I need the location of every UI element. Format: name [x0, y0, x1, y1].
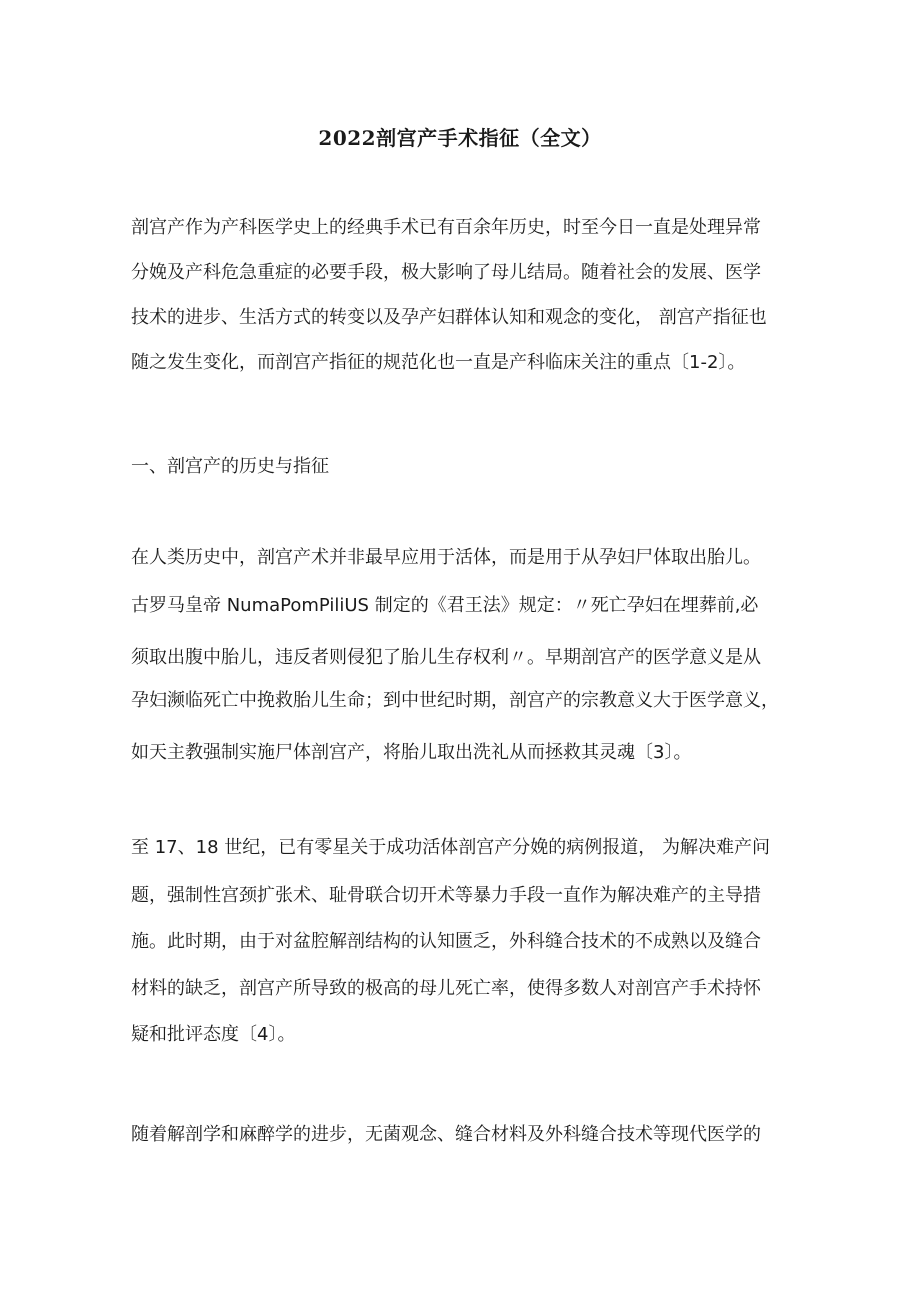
intro-line-1: 剖宫产作为产科医学史上的经典手术已有百余年历史，时至今日一直是处理异常	[131, 217, 761, 238]
para2-line-1: 至 17、18 世纪，已有零星关于成功活体剖宫产分娩的病例报道， 为解决难产问	[131, 837, 770, 858]
para1-line-1: 在人类历史中，剖宫产术并非最早应用于活体，而是用于从孕妇尸体取出胎儿。	[131, 547, 761, 568]
intro-line-2: 分娩及产科危急重症的必要手段，极大影响了母儿结局。随着社会的发展、医学	[131, 262, 761, 283]
para1-line-5: 如天主教强制实施尸体剖宫产，将胎儿取出洗礼从而拯救其灵魂〔3〕。	[131, 742, 692, 763]
para1-line-4: 孕妇濒临死亡中挽救胎儿生命；到中世纪时期，剖宫产的宗教意义大于医学意义，	[131, 690, 779, 711]
para2-line-5: 疑和批评态度〔4〕。	[131, 1024, 296, 1045]
para2-line-3: 施。此时期，由于对盆腔解剖结构的认知匮乏，外科缝合技术的不成熟以及缝合	[131, 931, 761, 952]
para1-line-3: 须取出腹中胎儿，违反者则侵犯了胎儿生存权利〃。早期剖宫产的医学意义是从	[131, 647, 761, 668]
section-heading: 一、剖宫产的历史与指征	[131, 456, 329, 477]
intro-line-3: 技术的进步、生活方式的转变以及孕产妇群体认知和观念的变化， 剖宫产指征也	[131, 307, 767, 328]
document-title: 2022剖宫产手术指征（全文）	[318, 126, 602, 150]
para1-line-2: 古罗马皇帝 NumaPomPiliUS 制定的《君王法》规定：〃死亡孕妇在埋葬前,必	[131, 595, 759, 616]
para2-line-4: 材料的缺乏，剖宫产所导致的极高的母儿死亡率，使得多数人对剖宫产手术持怀	[131, 978, 761, 999]
intro-line-4: 随之发生变化，而剖宫产指征的规范化也一直是产科临床关注的重点〔1-2〕。	[131, 352, 746, 373]
para2-line-2: 题，强制性宫颈扩张术、耻骨联合切开术等暴力手段一直作为解决难产的主导措	[131, 885, 761, 906]
para3-line-1: 随着解剖学和麻醉学的进步，无菌观念、缝合材料及外科缝合技术等现代医学的	[131, 1124, 761, 1145]
